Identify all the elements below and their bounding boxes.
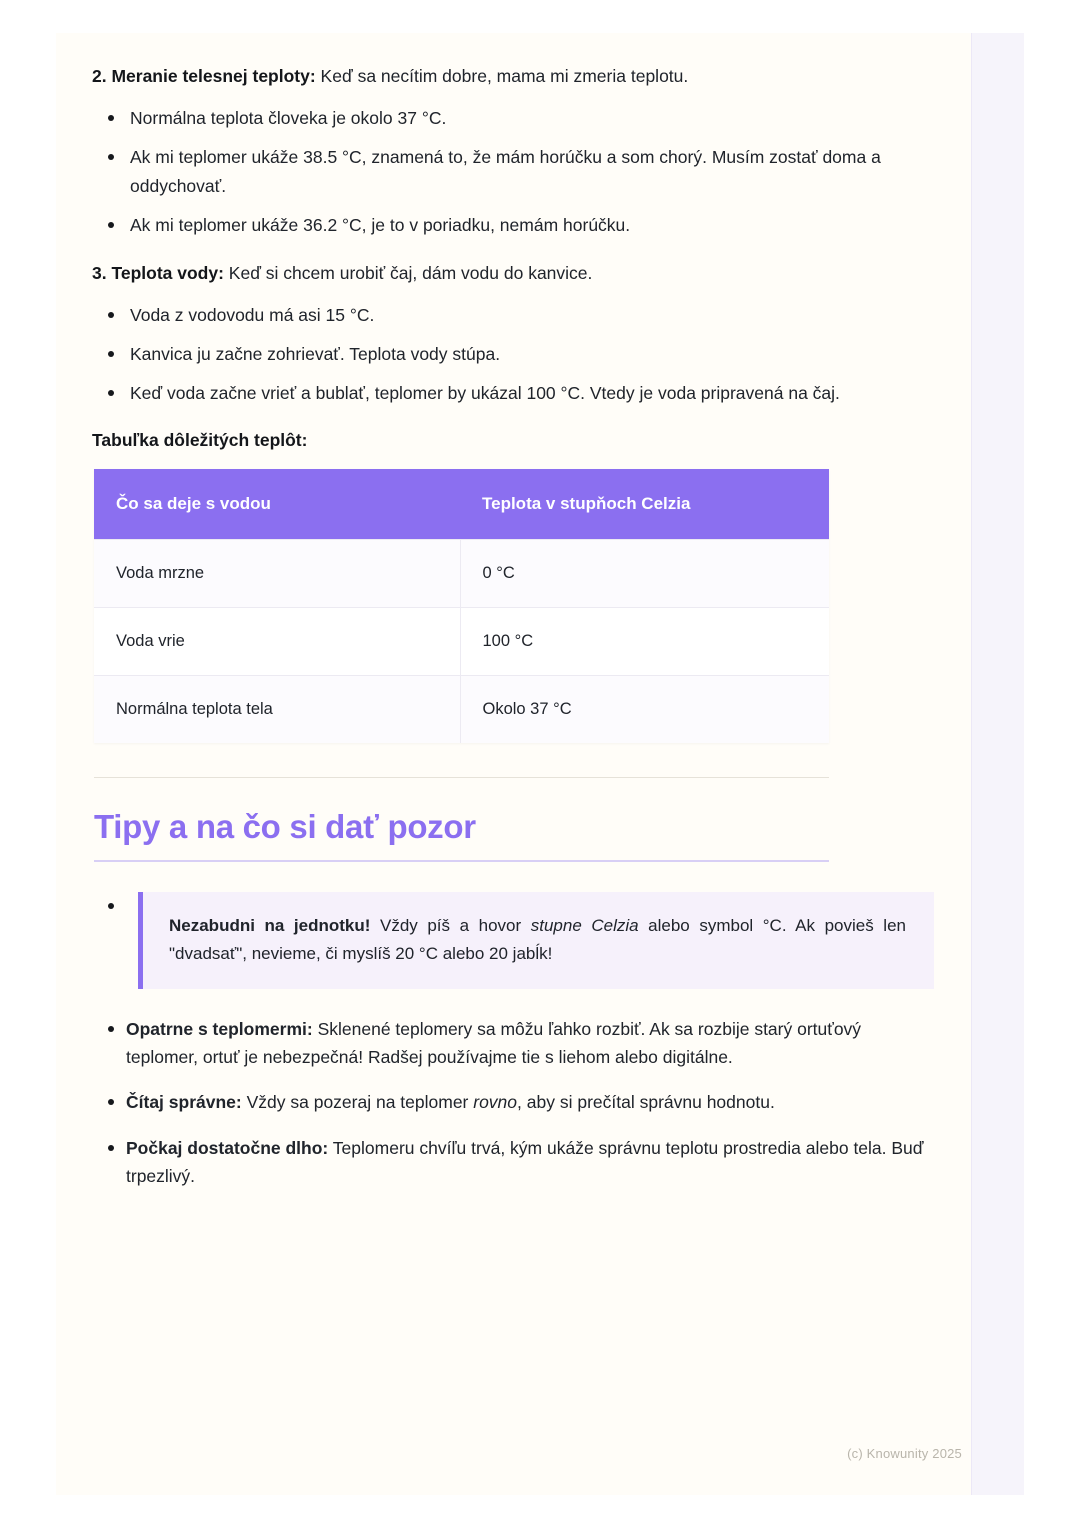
list-item: Ak mi teplomer ukáže 38.5 °C, znamená to, že mám horúčku a som chorý. Musím zostať doma a oddychovať. [126, 143, 936, 200]
callout-text-1: Vždy píš a hovor [370, 915, 531, 935]
section-2-bullet-list [92, 104, 936, 239]
list-item [126, 892, 936, 989]
document-page [56, 33, 1024, 1495]
section-3-heading-rest: Keď si chcem urobiť čaj, dám vodu do kanvice. [223, 262, 593, 283]
section-2-heading [92, 63, 936, 90]
callout-italic: stupne Celzia [530, 915, 639, 935]
list-item: Keď voda začne vrieť a bublať, teplomer by ukázal 100 °C. Vtedy je voda pripravená na čaj. [126, 379, 936, 407]
page-side-strip [971, 33, 1024, 1495]
tips-list [92, 892, 936, 1191]
list-item [126, 1088, 936, 1116]
list-item [126, 1134, 936, 1191]
table-cell: Normálna teplota tela [94, 675, 460, 743]
table-row [94, 675, 829, 743]
table-row [94, 607, 829, 675]
table-cell: Voda mrzne [94, 539, 460, 607]
list-item: Voda z vodovodu má asi 15 °C. [126, 301, 936, 329]
table-row [94, 539, 829, 607]
table-header-cell: Čo sa deje s vodou [94, 469, 460, 540]
tip-bold: Čítaj správne: [126, 1092, 242, 1113]
section-3-heading [92, 260, 936, 287]
section-3-heading-bold: 3. Teplota vody: [92, 262, 224, 283]
section-divider [94, 777, 829, 778]
table-caption: Tabuľka dôležitých teplôt: [92, 429, 308, 450]
table-cell: Okolo 37 °C [460, 675, 829, 743]
list-item [126, 1015, 936, 1072]
table-head [94, 469, 829, 540]
table-cell: 0 °C [460, 539, 829, 607]
tips-underline [94, 860, 829, 862]
list-item: Normálna teplota človeka je okolo 37 °C. [126, 104, 936, 132]
list-item: Kanvica ju začne zohrievať. Teplota vody stúpa. [126, 340, 936, 368]
tip-bold: Opatrne s teplomermi: [126, 1018, 313, 1039]
table-body [94, 539, 829, 743]
table-header-row [94, 469, 829, 540]
tip-text: Teplomeru chvíľu trvá, kým ukáže správnu teplotu prostredia alebo tela. Buď trpezlivý. [126, 1137, 924, 1187]
tip-text-2: , aby si prečítal správnu hodnotu. [517, 1092, 775, 1113]
tip-bold: Počkaj dostatočne dlho: [126, 1137, 329, 1158]
tip-text-1: Vždy sa pozeraj na teplomer [241, 1092, 474, 1113]
table-cell: 100 °C [460, 607, 829, 675]
page-content [56, 33, 972, 1495]
table-cell: Voda vrie [94, 607, 460, 675]
callout-box [138, 892, 934, 989]
list-item: Ak mi teplomer ukáže 36.2 °C, je to v poriadku, nemám horúčku. [126, 211, 936, 239]
table-header-cell: Teplota v stupňoch Celzia [460, 469, 829, 540]
temperatures-table [94, 469, 829, 743]
callout-bold: Nezabudni na jednotku! [169, 915, 371, 935]
callout-text-2: alebo symbol °C. Ak povieš len "dvadsať", nevieme, či myslíš 20 °C alebo 20 jabĺk! [169, 915, 906, 964]
section-2-heading-bold: 2. Meranie telesnej teploty: [92, 66, 316, 86]
tip-italic: rovno [473, 1092, 518, 1113]
section-2-heading-rest: Keď sa necítim dobre, mama mi zmeria teplotu. [315, 66, 689, 86]
copyright-footer: (c) Knowunity 2025 [847, 1446, 962, 1461]
tips-title: Tipy a na čo si dať pozor [94, 807, 476, 845]
tip-text: Sklenené teplomery sa môžu ľahko rozbiť. Ak sa rozbije starý ortuťový teplomer, ortuť je nebezpečná! Radšej používajme tie s liehom alebo digitálne. [126, 1018, 862, 1068]
section-3-bullet-list [92, 301, 936, 408]
